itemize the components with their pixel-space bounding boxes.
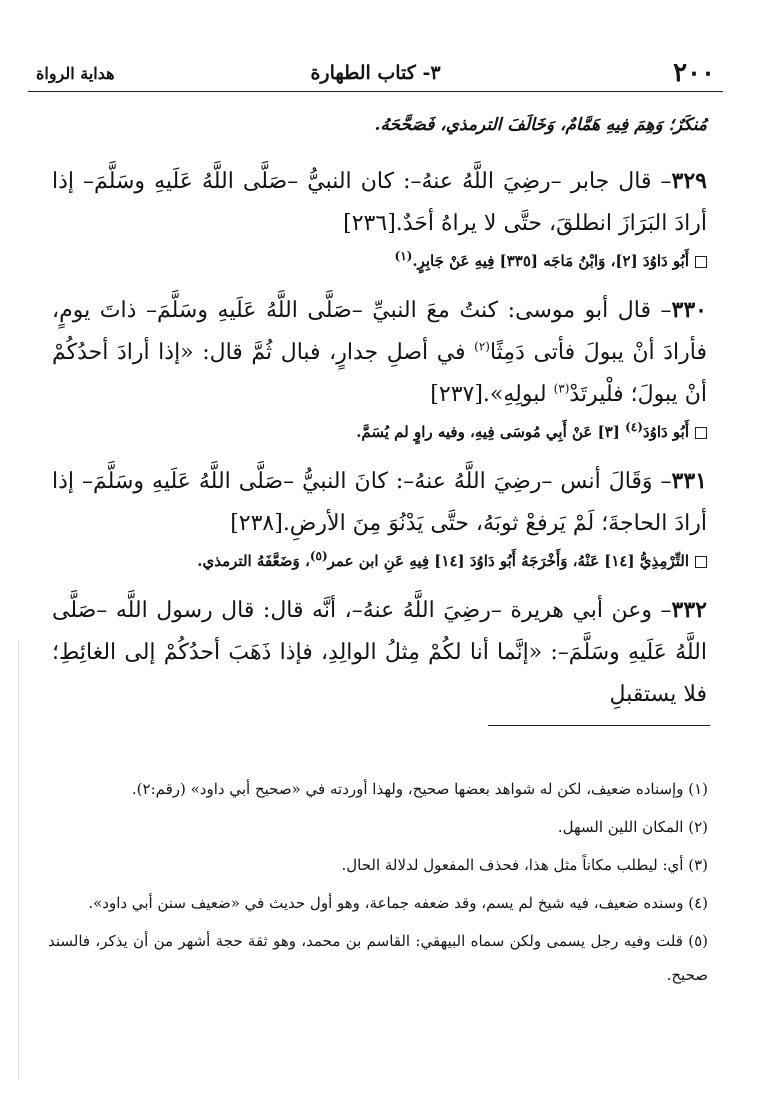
hadith-text bbox=[52, 589, 707, 716]
page-number: ٢٠٠ bbox=[673, 58, 715, 88]
hadith-body: – قال أبو موسى: كنتُ معَ النبيِّ –صَلَّى اللَّهُ عَلَيهِ وسَلَّمَ– ذاتَ يومٍ، فأرادَ أنْ يبولَ فأتى دَمِثًا bbox=[52, 298, 707, 365]
footnote-4: (٤) وسنده ضعيف، فيه شيخ لم يسم، وقد ضعفه جماعة، وهو أول حديث في «ضعيف سنن أبي داود». bbox=[88, 894, 708, 912]
footnote-ref[interactable]: (٤) bbox=[625, 420, 643, 434]
intro-line: مُنكَرٌ؛ وَهِمَ فِيهِ هَمَّامٌ، وَخَالَفَ الترمذي، فَصَحَّحَهُ. bbox=[374, 115, 707, 135]
footnote-2: (٢) المكان اللين السهل. bbox=[557, 818, 708, 836]
chapter-title: ٣- كتاب الطهارة bbox=[310, 62, 441, 84]
square-bullet-icon bbox=[695, 427, 707, 439]
book-title: هداية الرواة bbox=[36, 64, 115, 83]
takhrij-prefix: أَبُو دَاوُدَ bbox=[642, 423, 689, 441]
hadith-330 bbox=[52, 289, 707, 446]
main-text bbox=[52, 110, 707, 730]
footnote-3: (٣) أي: ليطلب مكاناً مثل هذا، فحذف المفعول لدلالة الحال. bbox=[341, 856, 708, 874]
scan-margin-line bbox=[18, 640, 19, 1080]
square-bullet-icon bbox=[695, 256, 707, 268]
hadith-number: ٣٣٢ bbox=[671, 597, 707, 623]
square-bullet-icon bbox=[695, 556, 707, 568]
hadith-number: ٣٣٠ bbox=[671, 297, 707, 323]
takhrij-line bbox=[52, 247, 707, 275]
footnote-ref[interactable]: (١) bbox=[394, 249, 413, 263]
takhrij-line bbox=[52, 547, 707, 575]
footnote-divider bbox=[488, 725, 710, 726]
header-rule bbox=[28, 91, 723, 92]
hadith-body-end: لبولِهِ».[٢٣٧] bbox=[430, 382, 554, 407]
takhrij-text: [٣] عَنْ أَبِي مُوسَى فِيهِ، وفيه راوٍ لم يُسَمَّ. bbox=[356, 423, 626, 441]
hadith-331 bbox=[52, 460, 707, 575]
hadith-body: – قال جابر –رضِيَ اللَّهُ عنهُ–: كان النبيُّ –صَلَّى اللَّهُ عَلَيهِ وسَلَّمَ– إذا أرادَ البَرَازَ انطلقَ، حتَّى لا يراهُ أحَدٌ.[٢٣٦] bbox=[52, 169, 707, 236]
footnote-ref[interactable]: (٥) bbox=[309, 549, 328, 563]
hadith-text bbox=[52, 289, 707, 416]
hadith-body: – وَقَالَ أنس –رضِيَ اللَّهُ عنهُ–: كانَ النبيُّ –صَلَّى اللَّهُ عَلَيهِ وسَلَّمَ– إذا أرادَ الحاجةَ؛ لَمْ يَرفعْ ثوبَهُ، حتَّى يَدْنُوَ مِنَ الأرضِ.[٢٣٨] bbox=[52, 469, 707, 536]
footnotes bbox=[48, 772, 708, 996]
takhrij-suffix: ، وَضَعَّفَهُ الترمذي. bbox=[197, 552, 310, 570]
hadith-body: – وعن أبي هريرة –رضِيَ اللَّهُ عنهُ–، أنَّه قال: قال رسول اللَّه –صَلَّى اللَّهُ عَلَيهِ وسَلَّمَ–: «إنَّما أنا لكُمْ مِثلُ الوالِدِ، فإذا ذَهَبَ أحدُكُمْ إلى الغائِطِ؛ فلا يستقبلِ bbox=[52, 598, 707, 707]
hadith-332 bbox=[52, 589, 707, 716]
hadith-number: ٣٢٩ bbox=[671, 168, 707, 194]
footnote-5: (٥) قلت وفيه رجل يسمى ولكن سماه البيهقي: القاسم بن محمد، وهو ثقة حجة أشهر من أن يذكر، فالسند صحيح. bbox=[48, 932, 708, 984]
takhrij-line bbox=[52, 418, 707, 446]
footnote-1: (١) وإسناده ضعيف، لكن له شواهد بعضها صحيح، ولهذا أوردته في «صحيح أبي داود» (رقم:٢). bbox=[131, 780, 708, 798]
hadith-text bbox=[52, 460, 707, 545]
hadith-329 bbox=[52, 160, 707, 275]
hadith-text bbox=[52, 160, 707, 245]
footnote-ref[interactable]: (٢) bbox=[474, 339, 490, 354]
footnote-ref[interactable]: (٣) bbox=[553, 381, 570, 396]
hadith-body-cont: في أصلِ جدارٍ، فبال ثُمَّ قال: «إذا أرادَ أحدُكُمْ أنْ يبولَ؛ فلْيرتَدْ bbox=[52, 340, 707, 407]
hadith-number: ٣٣١ bbox=[671, 468, 707, 494]
page-header bbox=[28, 52, 723, 92]
takhrij-text: أَبُو دَاوُدَ [٢]، وَابْنُ مَاجَه [٣٣٥] فِيهِ عَنْ جَابِرٍ. bbox=[412, 252, 689, 270]
takhrij-text: التِّرْمِذِيُّ [١٤] عَنْهُ، وَأَخْرَجَهُ أَبُو دَاوُدَ [١٤] فِيهِ عَنِ ابن عمر bbox=[327, 552, 689, 570]
